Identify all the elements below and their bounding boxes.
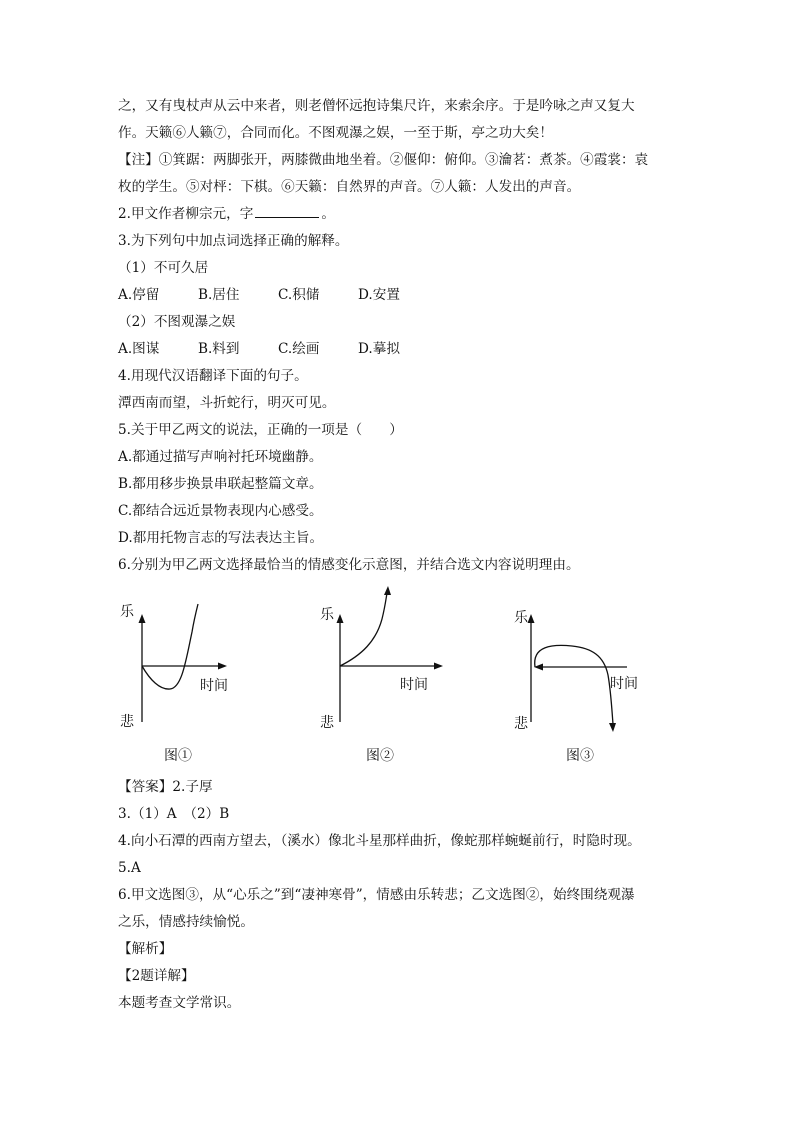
emotion-chart-1-svg (112, 600, 262, 730)
curve-arrow (609, 723, 616, 732)
figure-caption: 图① (164, 748, 192, 764)
axis-top-label: 乐 (320, 607, 334, 623)
emotion-chart-2-svg (318, 585, 468, 730)
y-axis-arrow (139, 614, 146, 623)
answer-4: 4.向小石潭的西南方望去，（溪水）像北斗星那样曲折，像蛇那样蜿蜒前行，时隐时现。 (118, 833, 641, 849)
axis-top-label: 乐 (120, 604, 134, 620)
answer-3: 3.（1）A （2）B (118, 806, 230, 822)
answer-5: 5.A (118, 860, 141, 876)
answer-2: 2.子厚 (172, 779, 213, 795)
option-b: B.料到 (198, 341, 240, 357)
question-5-option-c: C.都结合远近景物表现内心感受。 (118, 503, 323, 519)
option-b: B.居住 (198, 287, 240, 303)
x-axis-arrow (218, 663, 227, 670)
question-5-option-d: D.都用托物言志的写法表达主旨。 (118, 530, 324, 546)
curve-arrow (384, 586, 391, 595)
option-d: D.安置 (358, 287, 400, 303)
emotion-chart-2 (318, 585, 468, 770)
question-2-text: 2.甲文作者柳宗元，字 (118, 206, 254, 222)
figure-caption: 图② (366, 748, 394, 764)
emotion-chart-3 (512, 600, 662, 770)
axis-time-label: 时间 (400, 677, 428, 693)
answer-6-line-1: 6.甲文选图③，从“心乐之”到“凄神寒骨”，情感由乐转悲；乙文选图②，始终围绕观瀑 (118, 887, 635, 903)
question-4-sentence: 潭西南而望，斗折蛇行，明灭可见。 (118, 395, 336, 411)
question-3-sub1-options (118, 285, 698, 305)
option-c: C.积储 (278, 287, 320, 303)
option-a: A.图谋 (118, 341, 160, 357)
answer-blank[interactable] (255, 205, 319, 218)
passage-line-2: 作。天籁⑥人籁⑦，合同而化。不图观瀑之娱，一至于斯，亭之功大矣！ (118, 125, 553, 141)
axis-time-label: 时间 (610, 676, 638, 692)
question-3-sub2: （2）不图观瀑之娱 (118, 314, 236, 330)
axis-bottom-label: 悲 (514, 716, 528, 732)
x-axis-arrow (434, 663, 443, 670)
note-line-1: 【注】①箕踞：两脚张开，两膝微曲地坐着。②偃仰：俯仰。③瀹茗：煮茶。④霞裳：袁 (118, 152, 649, 168)
emotion-curve (142, 604, 198, 689)
emotion-chart-3-svg (512, 600, 662, 745)
axis-top-label: 乐 (514, 610, 528, 626)
answer-line-2 (118, 777, 698, 797)
analysis-text: 本题考查文学常识。 (118, 995, 241, 1011)
y-axis-arrow (528, 614, 535, 623)
question-3-sub1: （1）不可久居 (118, 260, 209, 276)
option-c: C.绘画 (278, 341, 320, 357)
question-5-option-a: A.都通过描写声响衬托环境幽静。 (118, 449, 323, 465)
question-3-sub2-options (118, 339, 698, 359)
question-3-stem: 3.为下列句中加点词选择正确的解释。 (118, 233, 349, 249)
question-4-stem: 4.用现代汉语翻译下面的句子。 (118, 368, 308, 384)
option-a: A.停留 (118, 287, 160, 303)
emotion-curve (340, 593, 387, 666)
answer-6-line-2: 之乐，情感持续愉悦。 (118, 914, 254, 930)
emotion-chart-1 (112, 600, 262, 770)
analysis-subheader: 【2题详解】 (118, 968, 195, 984)
note-line-2: 枚的学生。⑤对枰：下棋。⑥天籁：自然界的声音。⑦人籁：人发出的声音。 (118, 179, 581, 195)
axis-time-label: 时间 (200, 678, 228, 694)
question-2 (118, 204, 698, 224)
question-2-end: 。 (321, 206, 335, 222)
axis-bottom-label: 悲 (120, 714, 134, 730)
passage-line-1: 之，又有曳杖声从云中来者，则老僧怀远抱诗集尺许，来索余序。于是吟咏之声又复大 (118, 98, 635, 114)
emotion-curve (535, 645, 613, 724)
y-axis-arrow (337, 614, 344, 623)
question-5-option-b: B.都用移步换景串联起整篇文章。 (118, 476, 323, 492)
axis-bottom-label: 悲 (320, 715, 334, 731)
option-d: D.摹拟 (358, 341, 400, 357)
question-6-stem: 6.分别为甲乙两文选择最恰当的情感变化示意图，并结合选文内容说明理由。 (118, 557, 580, 573)
question-5-stem: 5.关于甲乙两文的说法，正确的一项是（ ） (118, 422, 403, 438)
figure-caption: 图③ (566, 748, 594, 764)
analysis-header: 【解析】 (118, 941, 173, 957)
answer-header: 【答案】 (118, 779, 173, 795)
